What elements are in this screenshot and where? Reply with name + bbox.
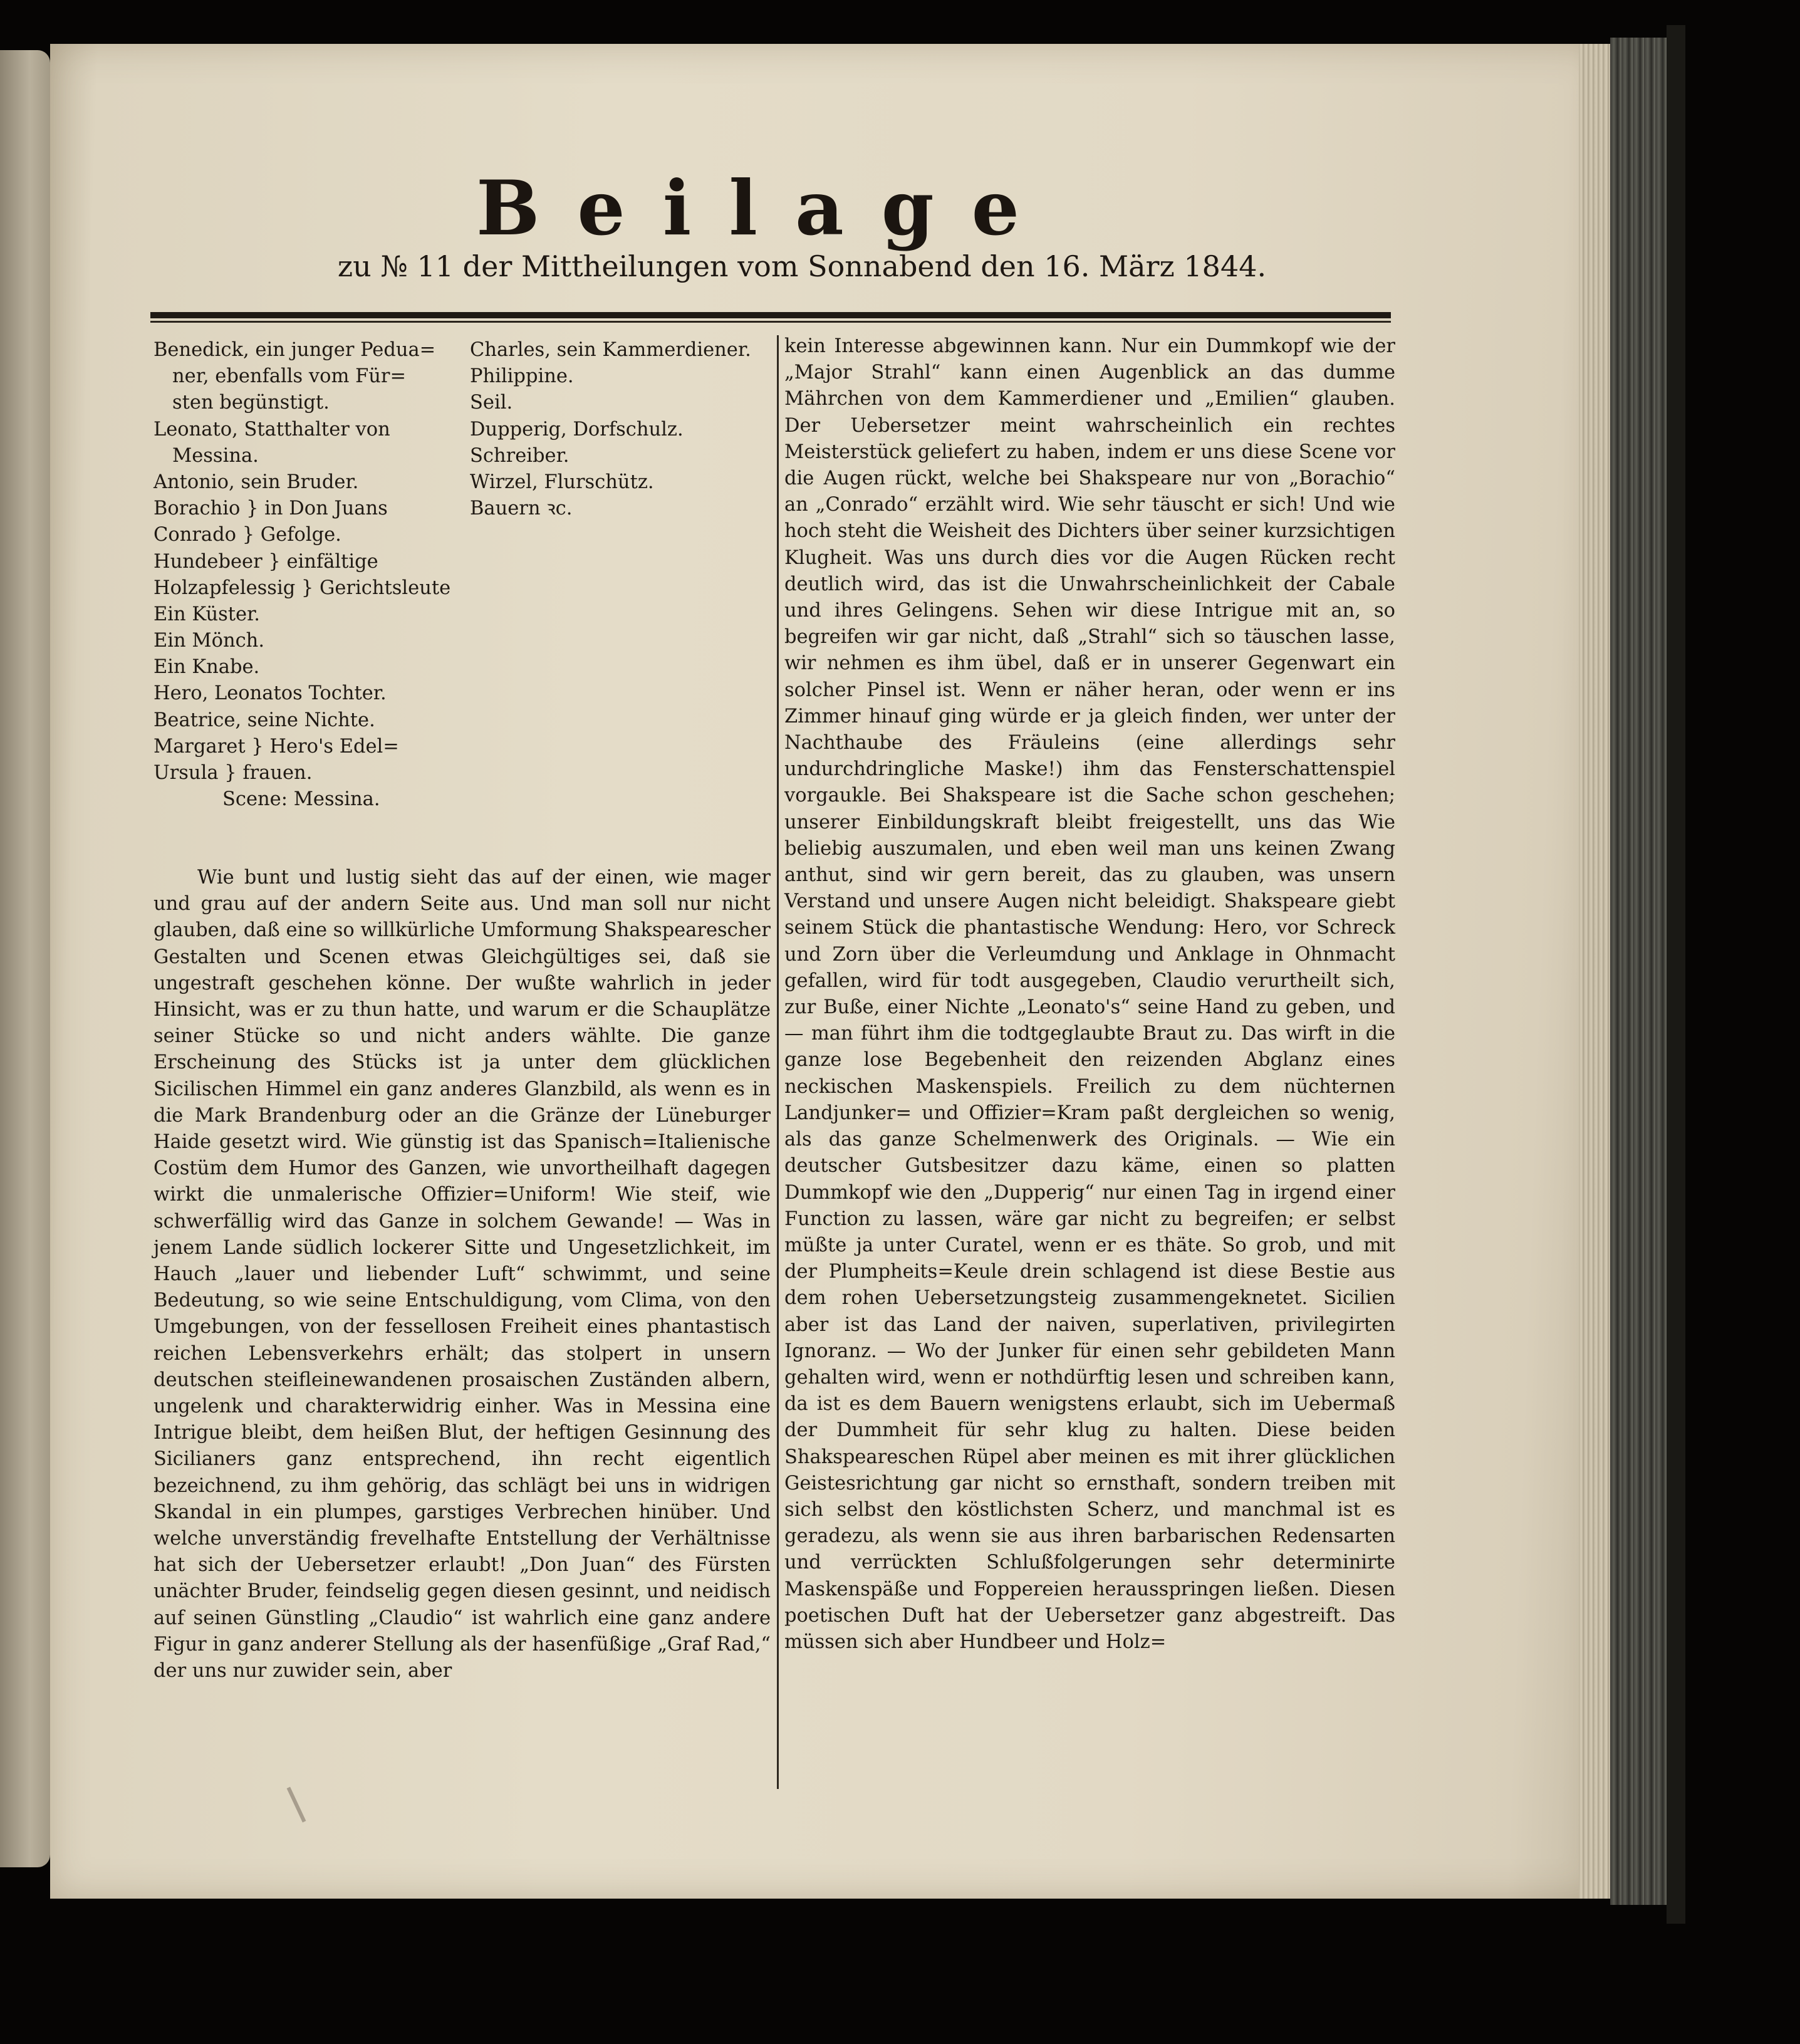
cast-entry: Conrado } Gefolge. xyxy=(153,524,341,546)
cast-entry: Ein Küster. xyxy=(153,603,260,625)
cast-entry: Benedick, ein junger Pedua= xyxy=(153,339,436,361)
cast-entry: Holzapfelessig } Gerichtsleute xyxy=(153,576,451,599)
cast-entry: Ursula } frauen. xyxy=(153,762,313,784)
right-body-paragraph: kein Interesse abgewinnen kann. Nur ein Dummkopf wie der „Major Strahl“ kann einen Augenblick an das dumme Mährchen von dem Kammerdiener und „Emilien“ glauben. Der Uebersetzer meint wahrscheinlich ein rechtes Meisterstück geliefert zu haben, indem er uns diese Scene vor die Augen rückt, welche bei Shakspeare nur von „Borachio“ an „Conrado“ erzählt wird. Wie sehr täuscht er sich! Und wie hoch steht die Weisheit des Dichters über seiner kurzsichtigen Klugheit. Was uns durch dies vor die Augen Rücken recht deutlich wird, das ist die Unwahrscheinlichkeit der Cabale und ihres Gelingens. Sehen wir diese Intrigue mit an, so begreifen wir gar nicht, daß „Strahl“ sich so täuschen lasse, wir nehmen es ihm übel, daß er in unserer Gegenwart ein solcher Pinsel ist. Wenn er näher heran, oder wenn er ins Zimmer hinauf ging würde er ja gleich finden, wer unter der Nachthaube des Fräuleins (eine allerdings sehr undurchdringliche Maske!) ihm das Fensterschattenspiel vorgaukle. Bei Shakspeare ist die Sache schon geschehen; unserer Einbildungskraft bleibt freigestellt, uns das Wie beliebig auszumalen, und eben weil man uns keinen Zwang anthut, sind wir gern bereit, das zu glauben, was unsern Verstand und unsere Augen nicht beleidigt. Shakspeare giebt seinem Stück die phantastische Wendung: Hero, vor Schreck und Zorn über die Verleumdung und Anklage in Ohnmacht gefallen, wird für todt ausgegeben, Claudio verurtheilt sich, zur Buße, einer Nichte „Leonato's“ seine Hand zu geben, und — man führt ihm die todtgeglaubte Braut zu. Das wirft in die ganze lose Begebenheit den reizenden Abglanz eines neckischen Maskenspiels. Freilich zu dem nüchternen Landjunker= und Offizier=Kram paßt dergleichen so wenig, als das ganze Schelmenwerk des Originals. — Wie ein deutscher Gutsbesitzer dazu käme, einen so platten Dummkopf wie den „Dupperig“ nur einen Tag in irgend einer Function zu lassen, wäre gar nicht zu begreifen; er selbst müßte ja unter Curatel, wenn er es thäte. So grob, und mit der Plumpheits=Keule drein schlagend ist diese Bestie aus dem rohen Uebersetzungsteig zusammengeknetet. Sicilien aber ist das Land der naiven, superlativen, privilegirten Ignoranz. — Wo der Junker für einen sehr gebildeten Mann gehalten wird, wenn er nothdürftig lesen und schreiben kann, da ist es dem Bauern wenigstens erlaubt, sich im Uebermaß der Dummheit für sehr klug zu halten. Diese beiden Shakspeareschen Rüpel aber meinen es mit ihrer glücklichen Geistesrichtung gar nicht so ernsthaft, sondern treiben mit sich selbst den köstlichsten Scherz, und manchmal ist es geradezu, als wenn sie aus ihren barbarischen Redensarten und verrückten Schlußfolgerungen sehr determinirte Maskenspäße und Foppereien herausspringen ließen. Diesen poetischen Duft hat der Uebersetzer ganz abgestreift. Das müssen sich aber Hundbeer und Holz= xyxy=(784,335,1395,1653)
scene-line: Scene: Messina. xyxy=(222,788,380,811)
cast-entry: Dupperig, Dorfschulz. xyxy=(470,418,684,441)
masthead-rule-thick xyxy=(150,312,1391,318)
cast-entry: Hero, Leonatos Tochter. xyxy=(153,682,387,705)
cast-entry: Schreiber. xyxy=(470,444,570,467)
column-divider xyxy=(777,335,779,1789)
cast-entry: Ein Knabe. xyxy=(153,656,260,679)
masthead-rule-thin xyxy=(150,321,1391,323)
masthead-subtitle: zu № 11 der Mittheilungen vom Sonnabend den 16. März 1844. xyxy=(337,249,1267,283)
cast-entry: Messina. xyxy=(172,444,259,467)
cast-entry: Beatrice, seine Nichte. xyxy=(153,709,375,731)
cast-list-left xyxy=(153,337,454,813)
cover-edge xyxy=(1667,25,1685,1924)
cast-entry: Ein Mönch. xyxy=(153,630,265,652)
cast-list-right xyxy=(470,337,771,522)
cast-list xyxy=(153,337,771,846)
left-column xyxy=(153,337,771,1684)
facing-page-edge xyxy=(0,50,50,1867)
cast-entry: Bauern ꝛc. xyxy=(470,498,573,520)
cast-entry: ner, ebenfalls vom Für= xyxy=(172,365,407,388)
cast-entry: Seil. xyxy=(470,392,513,414)
cast-entry: Leonato, Statthalter von xyxy=(153,418,390,441)
left-body-paragraph: Wie bunt und lustig sieht das auf der einen, wie mager und grau auf der andern Seite aus. Und man soll nur nicht glauben, daß eine so willkürliche Umformung Shakspearescher Gestalten und Scenen etwas Gleichgültiges sei, daß sie ungestraft geschehen könne. Der wußte wahrlich in jeder Hinsicht, was er zu thun hatte, und warum er die Schauplätze seiner Stücke so und nicht anders wählte. Die ganze Erscheinung des Stücks ist ja unter dem glücklichen Sicilischen Himmel ein ganz anderes Glanzbild, als wenn es in die Mark Brandenburg oder an die Gränze der Lüneburger Haide gesetzt wird. Wie günstig ist das Spanisch=Italienische Costüm dem Humor des Ganzen, wie unvortheilhaft dagegen wirkt die unmalerische Offizier=Uniform! Wie steif, wie schwerfällig wird das Ganze in solchem Gewande! — Was in jenem Lande südlich lockerer Sitte und Ungesetzlichkeit, im Hauch „lauer und liebender Luft“ schwimmt, und seine Bedeutung, so wie seine Entschuldigung, vom Clima, von den Umgebungen, von der fessellosen Freiheit eines phantastisch reichen Lebensverkehrs erhält; das stolpert in unsern deutschen steifleinewandenen prosaischen Zuständen albern, ungelenk und charakterwidrig einher. Was in Messina eine Intrigue bleibt, dem heißen Blut, der heftigen Gesinnung des Sicilianers ganz entsprechend, ihn recht eigentlich bezeichnend, zu ihm gehörig, das schlägt bei uns in widrigen Skandal in ein plumpes, garstiges Verbrechen hinüber. Und welche unverständig frevelhafte Entstellung der Verhältnisse hat sich der Uebersetzer erlaubt! „Don Juan“ des Fürsten unächter Bruder, feindselig gegen diesen gesinnt, und neidisch auf seinen Günstling „Claudio“ ist wahrlich eine ganz andere Figur in ganz anderer Stellung als der hasenfüßige „Graf Rad,“ der uns nur zuwider sein, aber xyxy=(153,867,771,1682)
cast-entry: Margaret } Hero's Edel= xyxy=(153,735,399,758)
cast-entry: Wirzel, Flurschütz. xyxy=(470,471,654,493)
cast-entry: Charles, sein Kammerdiener. xyxy=(470,339,751,361)
cast-entry: Antonio, sein Bruder. xyxy=(153,471,359,493)
cast-entry: Hundebeer } einfältige xyxy=(153,550,378,573)
cast-entry: Philippine. xyxy=(470,365,574,388)
cast-entry: sten begünstigt. xyxy=(172,392,330,414)
cast-entry: Borachio } in Don Juans xyxy=(153,498,388,520)
masthead-title: Beilage xyxy=(476,164,1057,253)
right-column xyxy=(784,333,1395,1656)
